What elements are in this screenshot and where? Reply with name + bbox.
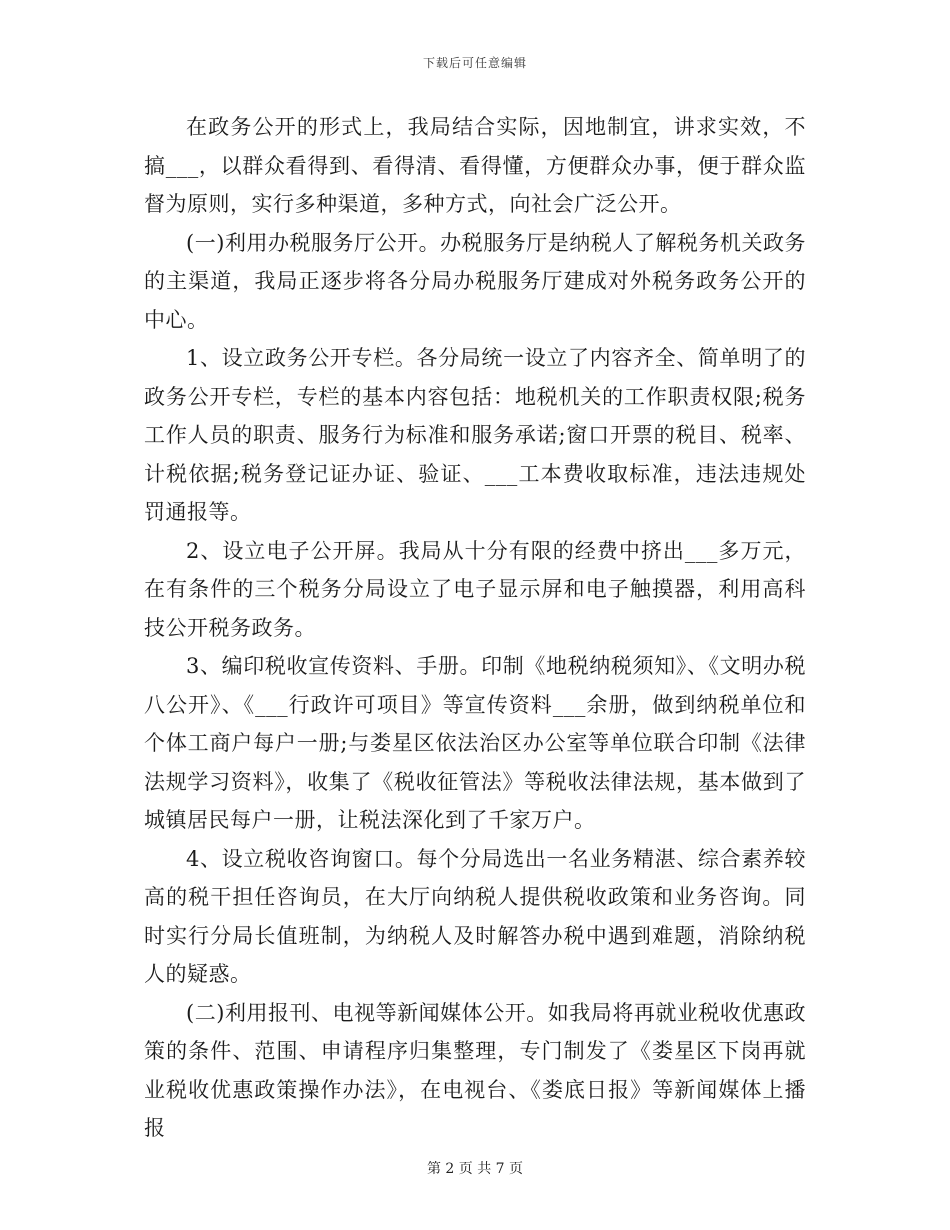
paragraph-electronic-screen: 2、设立电子公开屏。我局从十分有限的经费中挤出___多万元，在有条件的三个税务分局设立了电子显示屏和电子触摸器，利用高科技公开税务政务。 <box>144 538 806 640</box>
document-body <box>144 108 806 1148</box>
paragraph-consultation-window: 4、设立税收咨询窗口。每个分局选出一名业务精湛、综合素养较高的税干担任咨询员，在大厅向纳税人提供税收政策和业务咨询。同时实行分局长值班制，为纳税人及时解答办税中遇到难题，消除纳税人的疑惑。 <box>144 846 806 986</box>
paragraph-publicity-materials: 3、编印税收宣传资料、手册。印制《地税纳税须知》、《文明办税八公开》、《___行政许可项目》等宣传资料___余册，做到纳税单位和个体工商户每户一册;与娄星区依法治区办公室等单位联合印制《法律法规学习资料》，收集了《税收征管法》等税收法律法规，基本做到了城镇居民每户一册，让税法深化到了千家万户。 <box>144 654 806 832</box>
page-number: 第 2 页 共 7 页 <box>426 1161 524 1177</box>
page-header: 下载后可任意编辑 <box>422 56 527 70</box>
paragraph-tax-service-hall: (一)利用办税服务厅公开。办税服务厅是纳税人了解税务机关政务的主渠道，我局正逐步将各分局办税服务厅建成对外税务政务公开的中心。 <box>144 230 806 332</box>
paragraph-disclosure-column: 1、设立政务公开专栏。各分局统一设立了内容齐全、简单明了的政务公开专栏，专栏的基本内容包括：地税机关的工作职责权限;税务工作人员的职责、服务行为标准和服务承诺;窗口开票的税目、税率、计税依据;税务登记证办证、验证、___工本费收取标准，违法违规处罚通报等。 <box>144 346 806 524</box>
paragraph-form-of-disclosure: 在政务公开的形式上，我局结合实际，因地制宜，讲求实效，不搞___，以群众看得到、看得清、看得懂，方便群众办事，便于群众监督为原则，实行多种渠道，多种方式，向社会广泛公开。 <box>144 115 806 216</box>
paragraph-news-media: (二)利用报刊、电视等新闻媒体公开。如我局将再就业税收优惠政策的条件、范围、申请程序归集整理，专门制发了《娄星区下岗再就业税收优惠政策操作办法》，在电视台、《娄底日报》等新闻媒体上播报 <box>144 1000 806 1140</box>
